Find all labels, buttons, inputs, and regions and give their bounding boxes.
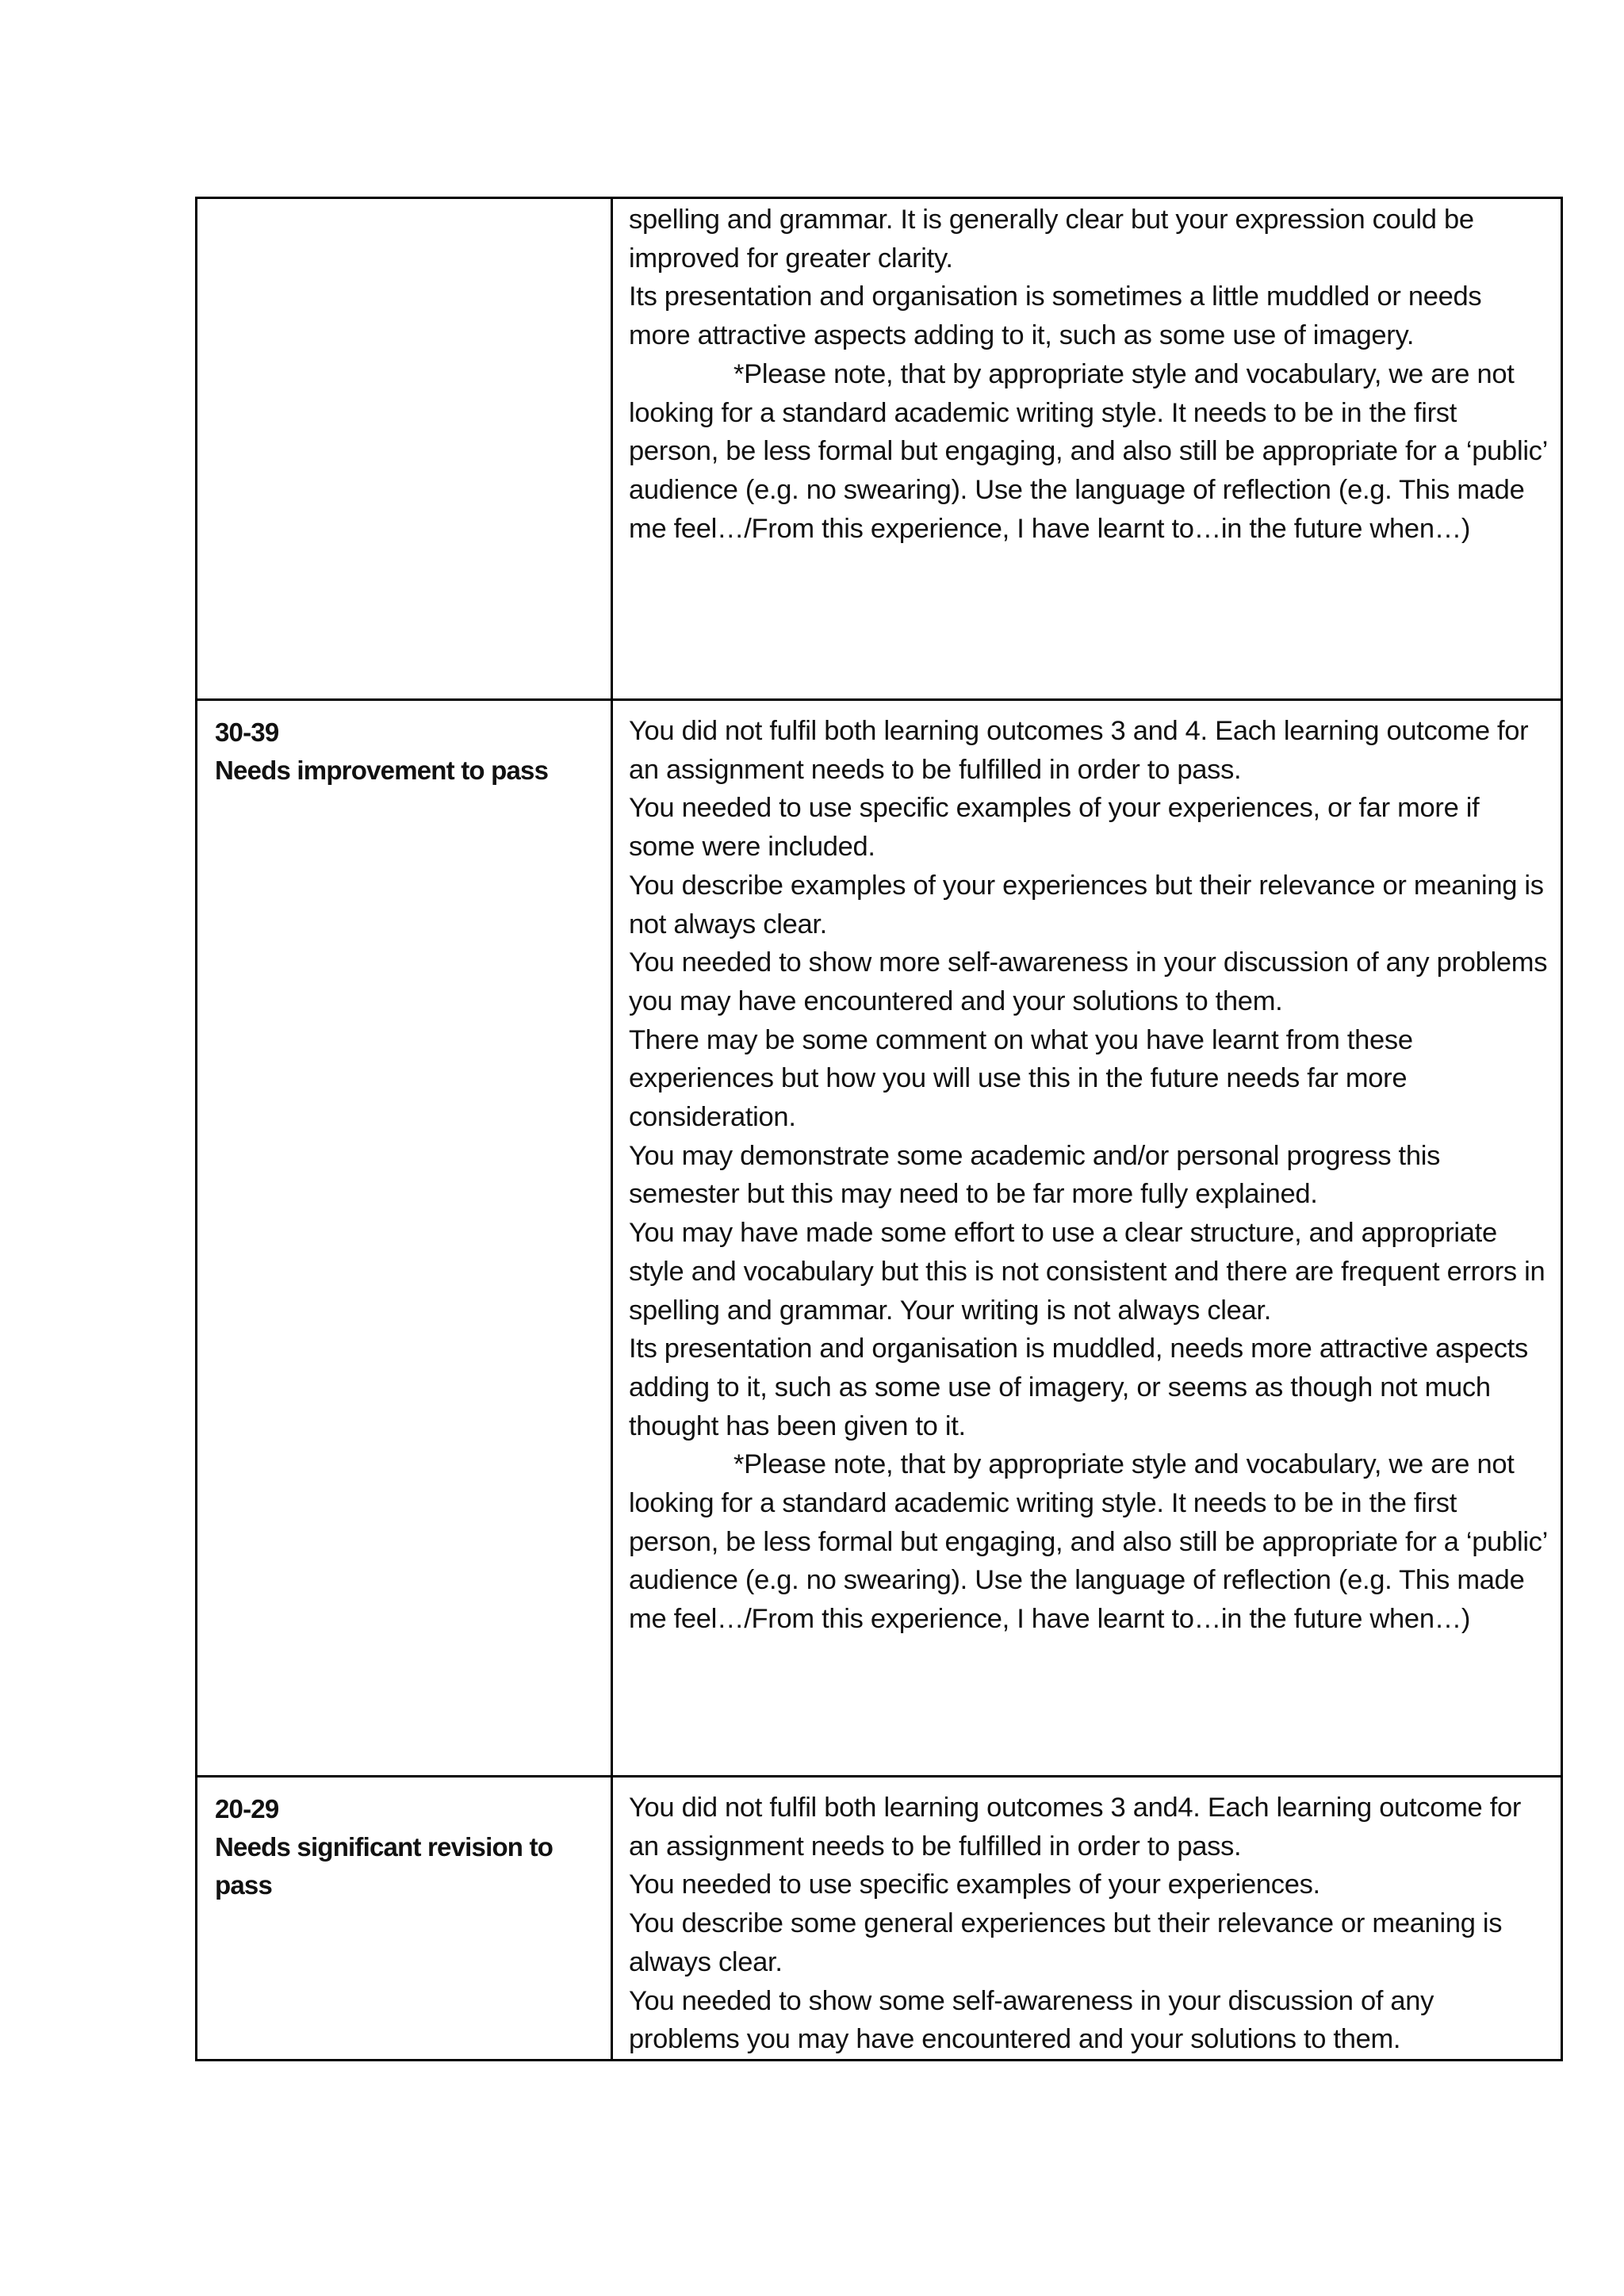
criteria-paragraph: You needed to use specific examples of your experiences, or far more if some were included.: [629, 793, 1480, 863]
criteria-description-cell: [612, 1777, 1562, 2061]
criteria-description-cell: [612, 198, 1562, 700]
criteria-paragraph: Its presentation and organisation is sometimes a little muddled or needs more attractive aspects adding to it, such as some use of imagery.: [629, 281, 1482, 351]
criteria-paragraph: Its presentation and organisation is muddled, needs more attractive aspects adding to it, such as some use of imagery, or seems as though not much thought has been given to it.: [629, 1334, 1528, 1441]
grade-band-cell: [197, 1777, 612, 2061]
grade-band-cell: [197, 700, 612, 1777]
criteria-paragraph: You needed to show more self-awareness in your discussion of any problems you may have encountered and your solutions to them.: [629, 947, 1548, 1016]
rubric-row-20-29: [197, 1777, 1562, 2061]
grade-band-cell: [197, 198, 612, 700]
criteria-paragraph: You describe examples of your experiences but their relevance or meaning is not always clear.: [629, 870, 1544, 939]
style-note-paragraph: *Please note, that by appropriate style and vocabulary, we are not looking for a standard academic writing style. It needs to be in the first person, be less formal but engaging, and also still be appropriate for a ‘public’ audience (e.g. no swearing). Use the language of reflection (e.g. This made me feel…/From this experience, I have learnt to…in the future when…): [629, 358, 1547, 544]
criteria-paragraph: You may demonstrate some academic and/or personal progress this semester but this may need to be far more fully explained.: [629, 1140, 1441, 1210]
criteria-paragraph: There may be some comment on what you have learnt from these experiences but how you will use this in the future needs far more consideration.: [629, 1024, 1413, 1133]
grade-label: Needs significant revision to pass: [215, 1832, 553, 1900]
marking-rubric-table: [195, 197, 1563, 2061]
criteria-paragraph: You did not fulfil both learning outcomes 3 and4. Each learning outcome for an assignment needs to be fulfilled in order to pass.: [629, 1793, 1522, 1862]
rubric-row-continued: [197, 198, 1562, 700]
criteria-paragraph: You needed to show some self-awareness in your discussion of any problems you may have encountered and your solutions to them.: [629, 1985, 1434, 2055]
criteria-paragraph: You needed to use specific examples of your experiences.: [629, 1869, 1320, 1900]
criteria-description-cell: [612, 700, 1562, 1777]
grade-range: 20-29: [215, 1794, 279, 1823]
criteria-paragraph: spelling and grammar. It is generally clear but your expression could be improved for greater clarity.: [629, 205, 1474, 274]
criteria-paragraph: You may have made some effort to use a clear structure, and appropriate style and vocabulary but this is not consistent and there are frequent errors in spelling and grammar. Your writing is not always clear.: [629, 1218, 1545, 1326]
criteria-paragraph: You describe some general experiences but their relevance or meaning is always clear.: [629, 1908, 1503, 1977]
grade-range: 30-39: [215, 718, 279, 747]
grade-label: Needs improvement to pass: [215, 756, 549, 785]
criteria-paragraph: You did not fulfil both learning outcomes 3 and 4. Each learning outcome for an assignment needs to be fulfilled in order to pass.: [629, 716, 1529, 785]
rubric-row-30-39: [197, 700, 1562, 1777]
style-note-paragraph: *Please note, that by appropriate style and vocabulary, we are not looking for a standard academic writing style. It needs to be in the first person, be less formal but engaging, and also still be appropriate for a ‘public’ audience (e.g. no swearing). Use the language of reflection (e.g. This made me feel…/From this experience, I have learnt to…in the future when…): [629, 1449, 1547, 1635]
